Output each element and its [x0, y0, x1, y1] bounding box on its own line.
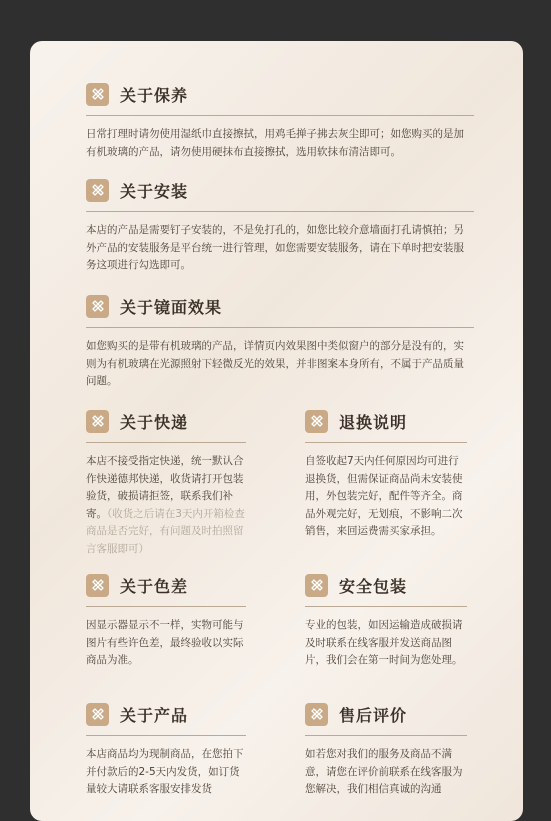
- section-title: 退换说明: [339, 412, 408, 432]
- section-title: 关于色差: [120, 576, 189, 596]
- section-color-diff: [86, 572, 246, 670]
- section-install: [86, 177, 474, 275]
- section-care: [86, 81, 474, 161]
- ruler-pencil-icon: [86, 703, 109, 726]
- ruler-pencil-icon: [86, 179, 109, 202]
- section-note: （收货之后请在3天内开箱检查商品是否完好，有问题及时拍照留言客服即可）: [86, 507, 245, 555]
- section-body-text: 本店不接受指定快递，统一默认合作快递德邦快递，收货请打开包装验货，破损请拒签，联系我们补寄。: [86, 455, 244, 520]
- divider: [305, 735, 467, 736]
- ruler-pencil-icon: [305, 703, 328, 726]
- section-body: 如您购买的是带有机玻璃的产品，详情页内效果图中类似窗户的部分是没有的，实则为有机玻璃在光源照射下轻微反光的效果，并非图案本身所有，不属于产品质量问题。: [86, 340, 464, 387]
- section-returns: [305, 408, 467, 541]
- section-body: [86, 453, 246, 558]
- ruler-pencil-icon: [86, 83, 109, 106]
- divider: [86, 442, 246, 443]
- section-title: 关于产品: [120, 705, 189, 725]
- section-after-sales: [305, 701, 467, 799]
- ruler-pencil-icon: [305, 574, 328, 597]
- section-title: 安全包装: [339, 576, 408, 596]
- ruler-pencil-icon: [305, 410, 328, 433]
- section-packaging: [305, 572, 467, 670]
- divider: [305, 442, 467, 443]
- section-body: 自签收起7天内任何原因均可进行退换货，但需保证商品尚未安装使用，外包装完好，配件等齐全。商品外观完好，无划痕，不影响二次销售，来回运费需买家承担。: [305, 455, 463, 537]
- ruler-pencil-icon: [86, 295, 109, 318]
- section-title: 关于安装: [120, 181, 189, 201]
- section-body: 本店商品均为现制商品，在您拍下并付款后的2-5天内发货，如订货量较大请联系客服安排发货: [86, 748, 244, 795]
- ruler-pencil-icon: [86, 574, 109, 597]
- section-title: 关于保养: [120, 85, 189, 105]
- divider: [86, 606, 246, 607]
- section-body: 本店的产品是需要钉子安装的，不是免打孔的，如您比较介意墙面打孔请慎拍；另外产品的安装服务是平台统一进行管理，如您需要安装服务，请在下单时把安装服务这项进行勾选即可。: [86, 224, 464, 271]
- info-card: [30, 41, 523, 821]
- section-body: 因显示器显示不一样，实物可能与图片有些许色差，最终验收以实际商品为准。: [86, 619, 244, 666]
- divider: [86, 115, 474, 116]
- section-product: [86, 701, 246, 799]
- section-body: 专业的包装，如因运输造成破损请及时联系在线客服并发送商品图片，我们会在第一时间为您处理。: [305, 619, 463, 666]
- section-body: 如若您对我们的服务及商品不满意，请您在评价前联系在线客服为您解决，我们相信真诚的沟通: [305, 748, 463, 795]
- section-title: 关于快递: [120, 412, 189, 432]
- divider: [86, 735, 246, 736]
- ruler-pencil-icon: [86, 410, 109, 433]
- divider: [305, 606, 467, 607]
- section-title: 关于镜面效果: [120, 297, 223, 317]
- section-mirror: [86, 293, 474, 391]
- divider: [86, 211, 474, 212]
- section-shipping: [86, 408, 246, 558]
- section-body: 日常打理时请勿使用湿纸巾直接擦拭，用鸡毛掸子拂去灰尘即可；如您购买的是加有机玻璃的产品，请勿使用硬抹布直接擦拭，选用软抹布清洁即可。: [86, 128, 464, 158]
- section-title: 售后评价: [339, 705, 408, 725]
- divider: [86, 327, 474, 328]
